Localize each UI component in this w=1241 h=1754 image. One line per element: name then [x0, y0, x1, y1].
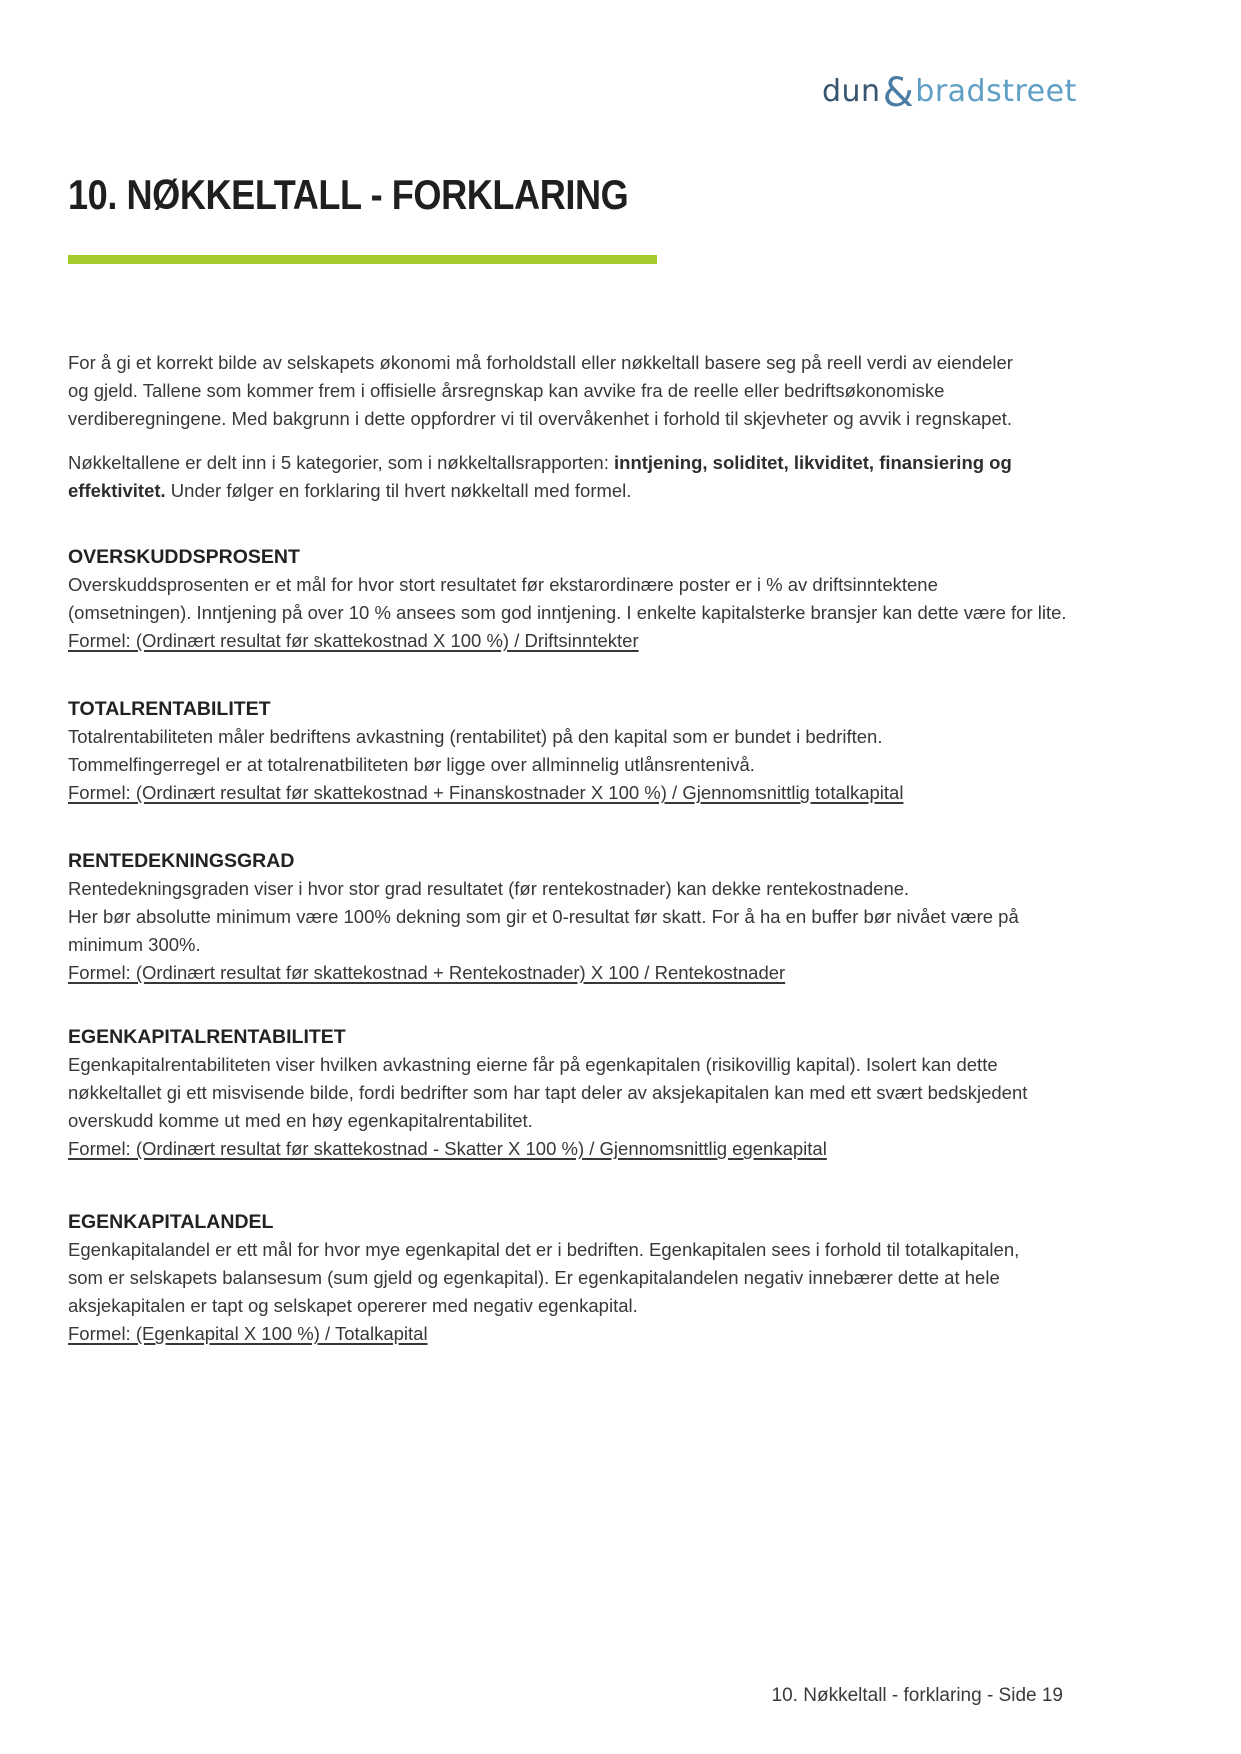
- paragraph-line: og gjeld. Tallene som kommer frem i offisielle årsregnskap kan avvike fra de reelle eller bedriftsøkonomiske: [68, 380, 945, 401]
- section-body-line: Egenkapitalrentabiliteten viser hvilken avkastning eierne får på egenkapitalen (risikovillig kapital). Isolert kan dette: [68, 1054, 998, 1075]
- title-accent-bar: [68, 255, 657, 264]
- paragraph-text: Nøkkeltallene er delt inn i 5 kategorier, som i nøkkeltallsrapporten:: [68, 452, 615, 473]
- section-body-line: minimum 300%.: [68, 934, 201, 955]
- section-body-line: Totalrentabiliteten måler bedriftens avkastning (rentabilitet) på den kapital som er bundet i bedriften.: [68, 726, 883, 747]
- section-formula: Formel: (Ordinært resultat før skattekostnad X 100 %) / Driftsinntekter: [68, 630, 639, 651]
- section-body-line: Egenkapitalandel er ett mål for hvor mye egenkapital det er i bedriften. Egenkapitalen sees i forhold til totalkapitalen,: [68, 1239, 1020, 1260]
- section-body-line: Rentedekningsgraden viser i hvor stor grad resultatet (før rentekostnader) kan dekke rentekostnadene.: [68, 878, 910, 899]
- paragraph-line: [68, 449, 1082, 477]
- section-formula: Formel: (Ordinært resultat før skattekostnad + Rentekostnader) X 100 / Rentekostnader: [68, 962, 786, 983]
- logo-ampersand-icon: &: [882, 70, 915, 116]
- section-overskuddsprosent: [68, 543, 1082, 655]
- logo-text-dun: dun: [822, 74, 881, 109]
- section-totalrentabilitet: [68, 695, 1082, 807]
- section-heading: TOTALRENTABILITET: [68, 698, 271, 720]
- section-body-line: Her bør absolutte minimum være 100% dekning som gir et 0-resultat før skatt. For å ha en buffer bør nivået være på: [68, 906, 1019, 927]
- section-formula: Formel: (Egenkapital X 100 %) / Totalkapital: [68, 1323, 428, 1344]
- category-list-bold: inntjening, soliditet, likviditet, finansiering og: [614, 452, 1012, 473]
- intro-paragraph-2: [68, 449, 1082, 505]
- section-body-line: Overskuddsprosenten er et mål for hvor stort resultatet før ekstarordinære poster er i % av driftsinntektene: [68, 574, 938, 595]
- section-body-line: aksjekapitalen er tapt og selskapet opererer med negativ egenkapital.: [68, 1295, 638, 1316]
- paragraph-line: [68, 477, 1082, 505]
- section-formula: Formel: (Ordinært resultat før skattekostnad + Finanskostnader X 100 %) / Gjennomsnittlig totalkapital: [68, 782, 904, 803]
- logo-text-bradstreet: bradstreet: [915, 74, 1077, 109]
- section-heading: EGENKAPITALRENTABILITET: [68, 1026, 346, 1048]
- paragraph-text: Under følger en forklaring til hvert nøkkeltall med formel.: [165, 480, 632, 501]
- paragraph-line: verdiberegningene. Med bakgrunn i dette oppfordrer vi til overvåkenhet i forhold til skjevheter og avvik i regnskapet.: [68, 408, 1013, 429]
- category-list-bold: effektivitet.: [68, 480, 166, 501]
- paragraph-line: For å gi et korrekt bilde av selskapets økonomi må forholdstall eller nøkkeltall basere seg på reell verdi av eiendeler: [68, 352, 1013, 373]
- section-heading: OVERSKUDDSPROSENT: [68, 546, 300, 568]
- page-title-text: 10. NØKKELTALL - FORKLARING: [68, 171, 629, 218]
- page-footer: 10. Nøkkeltall - forklaring - Side 19: [771, 1685, 1063, 1706]
- section-body-line: som er selskapets balansesum (sum gjeld og egenkapital). Er egenkapitalandelen negativ innebærer dette at hele: [68, 1267, 1000, 1288]
- page-content: [68, 0, 1082, 1348]
- section-rentedekningsgrad: [68, 847, 1082, 987]
- page-title: [68, 172, 1082, 218]
- section-formula: Formel: (Ordinært resultat før skattekostnad - Skatter X 100 %) / Gjennomsnittlig egenkapital: [68, 1138, 827, 1159]
- section-body-line: (omsetningen). Inntjening på over 10 % ansees som god inntjening. I enkelte kapitalsterke bransjer kan dette være for lite.: [68, 602, 1067, 623]
- intro-paragraph-1: [68, 349, 1082, 433]
- section-egenkapitalrentabilitet: [68, 1023, 1082, 1163]
- section-heading: RENTEDEKNINGSGRAD: [68, 850, 295, 872]
- section-egenkapitalandel: [68, 1208, 1082, 1348]
- section-body-line: Tommelfingerregel er at totalrenatbiliteten bør ligge over allminnelig utlånsrentenivå.: [68, 754, 755, 775]
- section-body-line: overskudd komme ut med en høy egenkapitalrentabilitet.: [68, 1110, 533, 1131]
- section-heading: EGENKAPITALANDEL: [68, 1211, 274, 1233]
- section-body-line: nøkkeltallet gi ett misvisende bilde, fordi bedrifter som har tapt deler av aksjekapitalen kan med ett svært bedskjedent: [68, 1082, 1028, 1103]
